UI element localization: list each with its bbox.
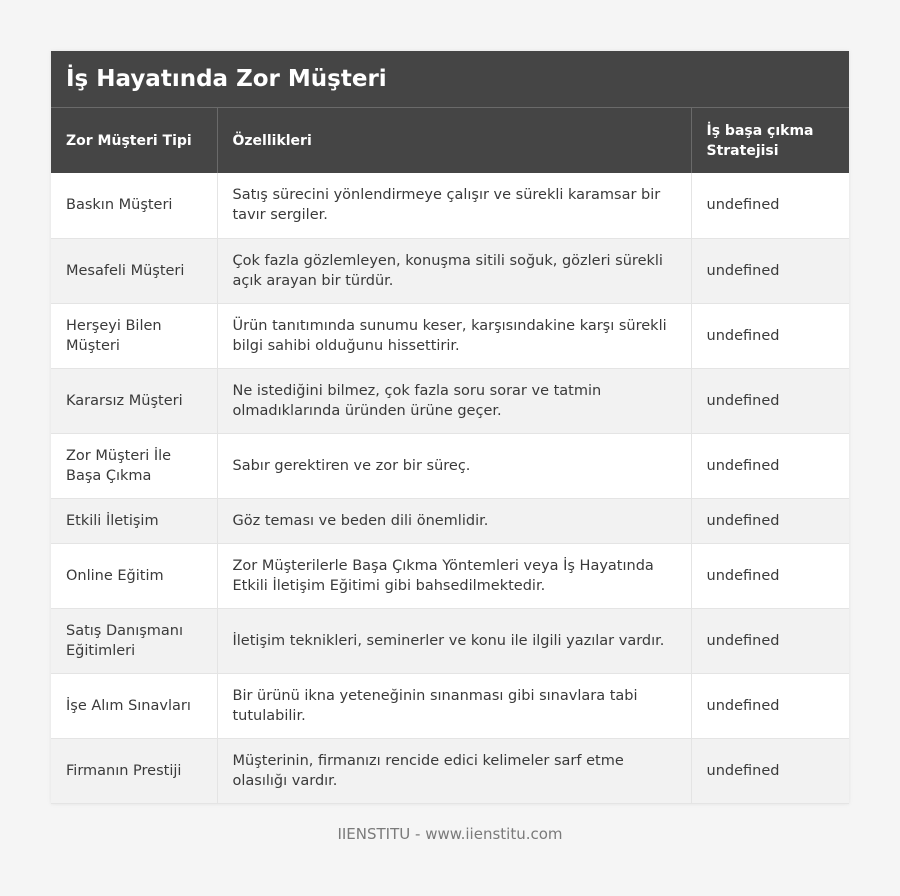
cell-type: Herşeyi Bilen Müşteri <box>51 303 217 368</box>
cell-type: Online Eğitim <box>51 543 217 608</box>
table-title: İş Hayatında Zor Müşteri <box>51 51 849 108</box>
table-card <box>51 51 849 804</box>
cell-features: İletişim teknikleri, seminerler ve konu ile ilgili yazılar vardır. <box>217 608 691 673</box>
table-row <box>51 433 849 498</box>
column-header-type: Zor Müşteri Tipi <box>51 108 217 173</box>
cell-strategy: undefined <box>691 498 849 543</box>
table-row <box>51 368 849 433</box>
table-row <box>51 673 849 738</box>
cell-features: Ürün tanıtımında sunumu keser, karşısındakine karşı sürekli bilgi sahibi olduğunu hissettirir. <box>217 303 691 368</box>
cell-strategy: undefined <box>691 433 849 498</box>
cell-strategy: undefined <box>691 173 849 238</box>
difficult-customer-table <box>51 108 849 804</box>
table-row <box>51 173 849 238</box>
cell-strategy: undefined <box>691 673 849 738</box>
cell-features: Ne istediğini bilmez, çok fazla soru sorar ve tatmin olmadıklarında üründen ürüne geçer. <box>217 368 691 433</box>
cell-features: Çok fazla gözlemleyen, konuşma sitili soğuk, gözleri sürekli açık arayan bir türdür. <box>217 238 691 303</box>
cell-features: Satış sürecini yönlendirmeye çalışır ve sürekli karamsar bir tavır sergiler. <box>217 173 691 238</box>
cell-features: Bir ürünü ikna yeteneğinin sınanması gibi sınavlara tabi tutulabilir. <box>217 673 691 738</box>
cell-strategy: undefined <box>691 303 849 368</box>
cell-type: Mesafeli Müşteri <box>51 238 217 303</box>
table-row <box>51 498 849 543</box>
cell-type: Etkili İletişim <box>51 498 217 543</box>
table-row <box>51 738 849 803</box>
table-row <box>51 303 849 368</box>
cell-type: Satış Danışmanı Eğitimleri <box>51 608 217 673</box>
cell-type: İşe Alım Sınavları <box>51 673 217 738</box>
column-header-strategy: İş başa çıkma Stratejisi <box>691 108 849 173</box>
cell-strategy: undefined <box>691 543 849 608</box>
cell-type: Zor Müşteri İle Başa Çıkma <box>51 433 217 498</box>
table-row <box>51 543 849 608</box>
cell-strategy: undefined <box>691 608 849 673</box>
cell-type: Firmanın Prestiji <box>51 738 217 803</box>
table-header-row <box>51 108 849 173</box>
cell-features: Sabır gerektiren ve zor bir süreç. <box>217 433 691 498</box>
cell-features: Zor Müşterilerle Başa Çıkma Yöntemleri veya İş Hayatında Etkili İletişim Eğitimi gibi bahsedilmektedir. <box>217 543 691 608</box>
cell-type: Baskın Müşteri <box>51 173 217 238</box>
cell-type: Kararsız Müşteri <box>51 368 217 433</box>
cell-strategy: undefined <box>691 238 849 303</box>
cell-strategy: undefined <box>691 368 849 433</box>
table-row <box>51 238 849 303</box>
column-header-features: Özellikleri <box>217 108 691 173</box>
footer-credit: IIENSTITU - www.iienstitu.com <box>337 825 563 843</box>
cell-features: Müşterinin, firmanızı rencide edici kelimeler sarf etme olasılığı vardır. <box>217 738 691 803</box>
cell-strategy: undefined <box>691 738 849 803</box>
table-row <box>51 608 849 673</box>
cell-features: Göz teması ve beden dili önemlidir. <box>217 498 691 543</box>
